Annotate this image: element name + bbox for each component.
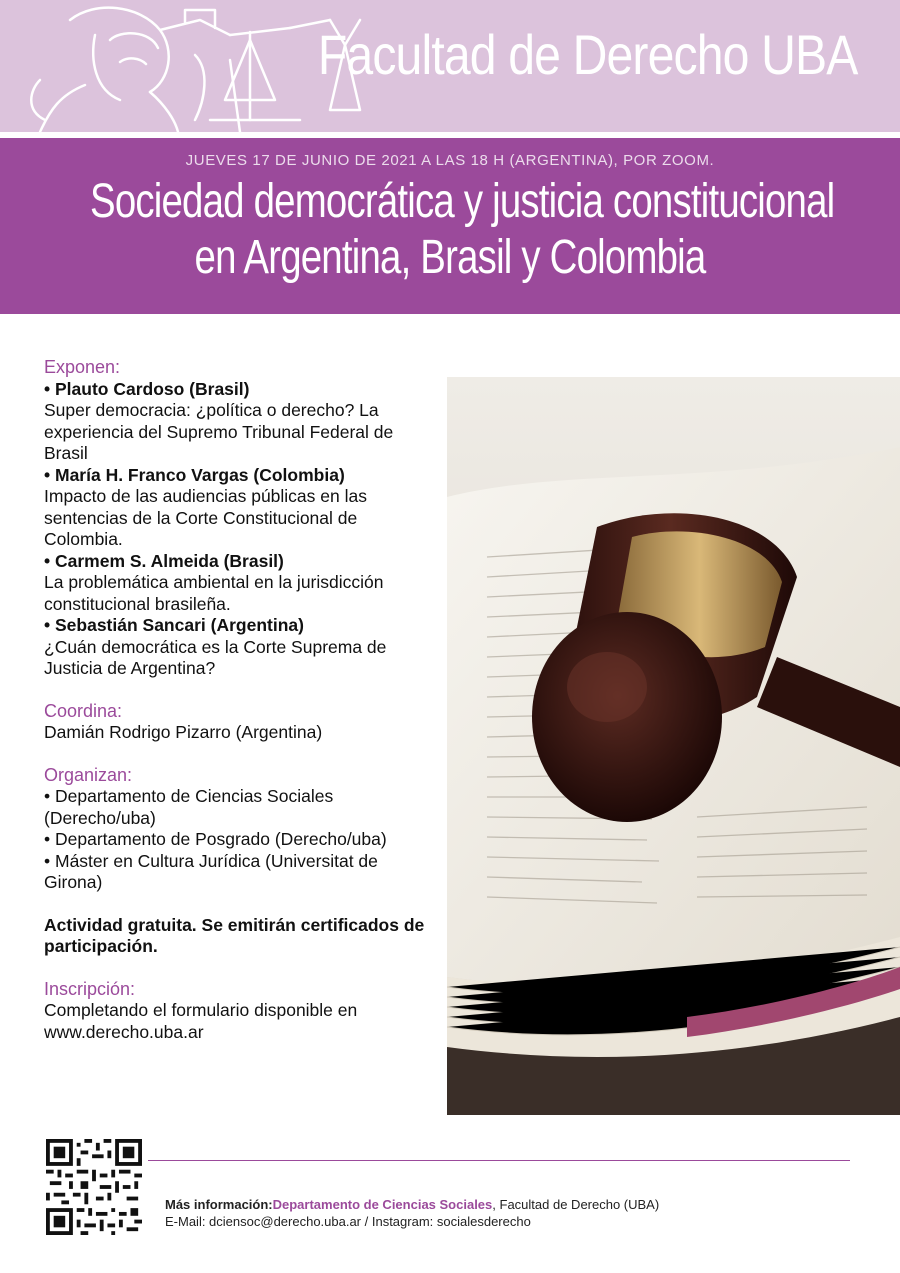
organizers-label: Organizan:: [44, 764, 133, 785]
department-link[interactable]: Departamento de Ciencias Sociales: [272, 1197, 493, 1212]
registration-label: Inscripción:: [44, 978, 136, 999]
gavel-book-photo: [447, 377, 900, 1115]
speaker-talk: Impacto de las audiencias públicas en las sentencias de la Corte Constitucional de Colombia.: [44, 486, 367, 549]
more-info-label: Más información:: [165, 1197, 273, 1212]
qr-code-icon: [46, 1139, 142, 1235]
speaker-talk: Super democracia: ¿política o derecho? La experiencia del Supremo Tribunal Federal de Brasil: [44, 400, 394, 463]
event-date: JUEVES 17 DE JUNIO DE 2021 A LAS 18 H (ARGENTINA), POR ZOOM.: [185, 152, 715, 169]
faculty-title: Facultad de Derecho UBA: [318, 23, 858, 86]
gavel-icon: [447, 377, 900, 1115]
event-title: [0, 174, 900, 286]
registration-text: Completando el formulario disponible en www.derecho.uba.ar: [44, 1000, 358, 1042]
speaker-name: • Plauto Cardoso (Brasil): [44, 378, 250, 399]
organizer-item: • Departamento de Ciencias Sociales (Derecho/uba): [44, 786, 334, 828]
faculty-text: , Facultad de Derecho (UBA): [492, 1197, 660, 1212]
organizer-item: • Departamento de Posgrado (Derecho/uba): [44, 829, 387, 849]
contact-line[interactable]: E-Mail: dciensoc@derecho.uba.ar / Instagram: socialesderecho: [165, 1214, 531, 1229]
speaker-talk: ¿Cuán democrática es la Corte Suprema de Justicia de Argentina?: [44, 636, 387, 678]
event-title-band: [0, 138, 900, 314]
coordinator-name: Damián Rodrigo Pizarro (Argentina): [44, 722, 323, 742]
footer-divider: [148, 1160, 850, 1161]
event-title-line-2: en Argentina, Brasil y Colombia: [194, 231, 706, 284]
coordination-label: Coordina:: [44, 700, 123, 721]
event-title-line-1: Sociedad democrática y justicia constitucional: [90, 175, 835, 228]
organizer-item: • Máster en Cultura Jurídica (Universitat de Girona): [44, 850, 378, 892]
speakers-label: Exponen:: [44, 357, 121, 377]
speaker-talk: La problemática ambiental en la jurisdicción constitucional brasileña.: [44, 572, 384, 614]
speaker-name: • Sebastián Sancari (Argentina): [44, 615, 304, 635]
speaker-name: • Carmem S. Almeida (Brasil): [44, 550, 284, 571]
speaker-name: • María H. Franco Vargas (Colombia): [44, 464, 345, 485]
free-activity-notice: Actividad gratuita. Se emitirán certificados de participación.: [44, 914, 425, 956]
event-details: [44, 357, 439, 1043]
header-band: [0, 0, 900, 132]
footer-info: [165, 1196, 659, 1230]
